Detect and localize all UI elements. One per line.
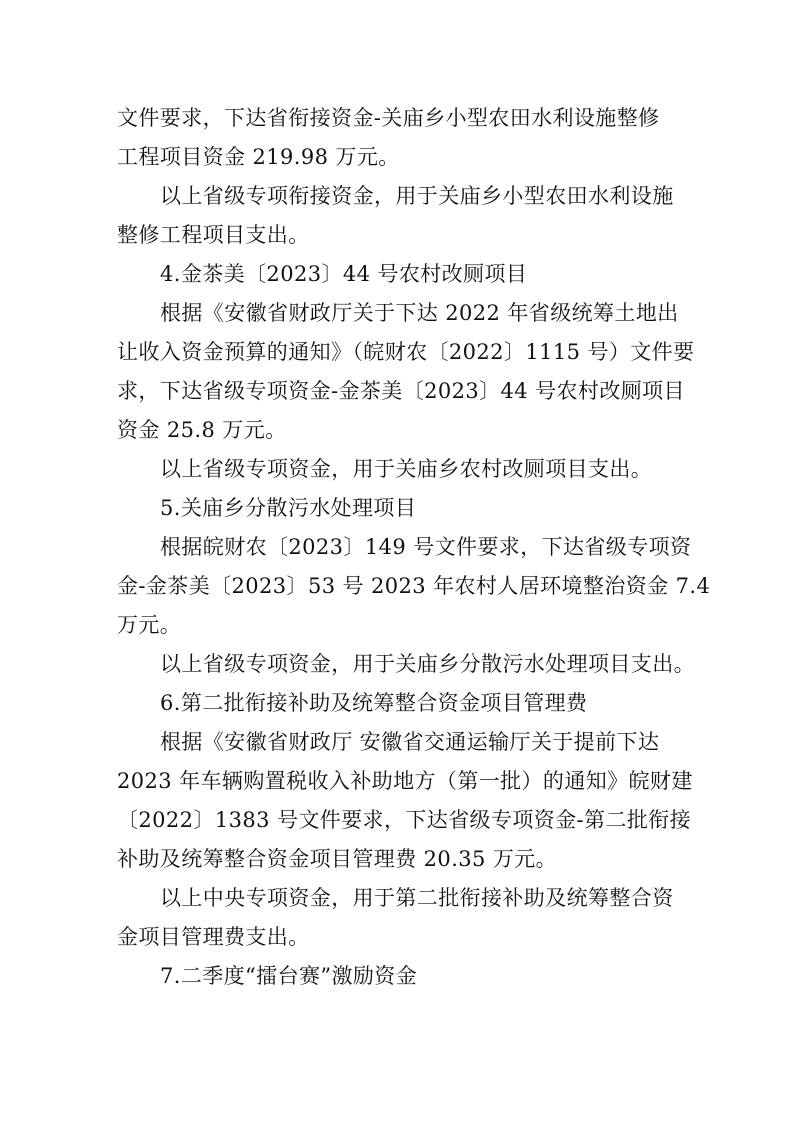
text-line: 2023 年车辆购置税收入补助地方（第一批）的通知》皖财建 [117, 769, 693, 793]
text-line: 让收入资金预算的通知》（皖财农〔2022〕1115 号）文件要 [117, 340, 695, 364]
text-line: 以上省级专项资金，用于关庙乡分散污水处理项目支出。 [160, 652, 695, 676]
section-heading: 7.二季度“擂台赛”激励资金 [160, 964, 418, 988]
text-line: 金项目管理费支出。 [117, 925, 310, 949]
section-heading: 4.金茶美〔2023〕44 号农村改厕项目 [160, 262, 528, 286]
text-line: 整修工程项目支出。 [117, 223, 310, 247]
text-line: 根据《安徽省财政厅 安徽省交通运输厅关于提前下达 [160, 730, 660, 754]
text-line: 以上省级专项衔接资金，用于关庙乡小型农田水利设施 [160, 184, 674, 208]
section-heading: 5.关庙乡分散污水处理项目 [160, 496, 417, 520]
text-line: 文件要求，下达省衔接资金-关庙乡小型农田水利设施整修 [117, 106, 660, 130]
text-line: 工程项目资金 219.98 万元。 [117, 145, 400, 169]
text-line: 万元。 [117, 613, 182, 637]
text-line: 以上省级专项资金，用于关庙乡农村改厕项目支出。 [160, 457, 653, 481]
text-line: 求，下达省级专项资金-金茶美〔2023〕44 号农村改厕项目 [117, 379, 685, 403]
text-line: 补助及统筹整合资金项目管理费 20.35 万元。 [117, 847, 558, 871]
text-line: 以上中央专项资金，用于第二批衔接补助及统筹整合资 [160, 886, 674, 910]
text-line: 金-金茶美〔2023〕53 号 2023 年农村人居环境整治资金 7.4 [117, 574, 711, 598]
section-heading: 6.第二批衔接补助及统筹整合资金项目管理费 [160, 691, 588, 715]
text-line: 资金 25.8 万元。 [117, 418, 287, 442]
text-line: 〔2022〕1383 号文件要求，下达省级专项资金-第二批衔接 [117, 808, 692, 832]
text-line: 根据皖财农〔2023〕149 号文件要求，下达省级专项资 [160, 535, 692, 559]
text-line: 根据《安徽省财政厅关于下达 2022 年省级统筹土地出 [160, 301, 679, 325]
